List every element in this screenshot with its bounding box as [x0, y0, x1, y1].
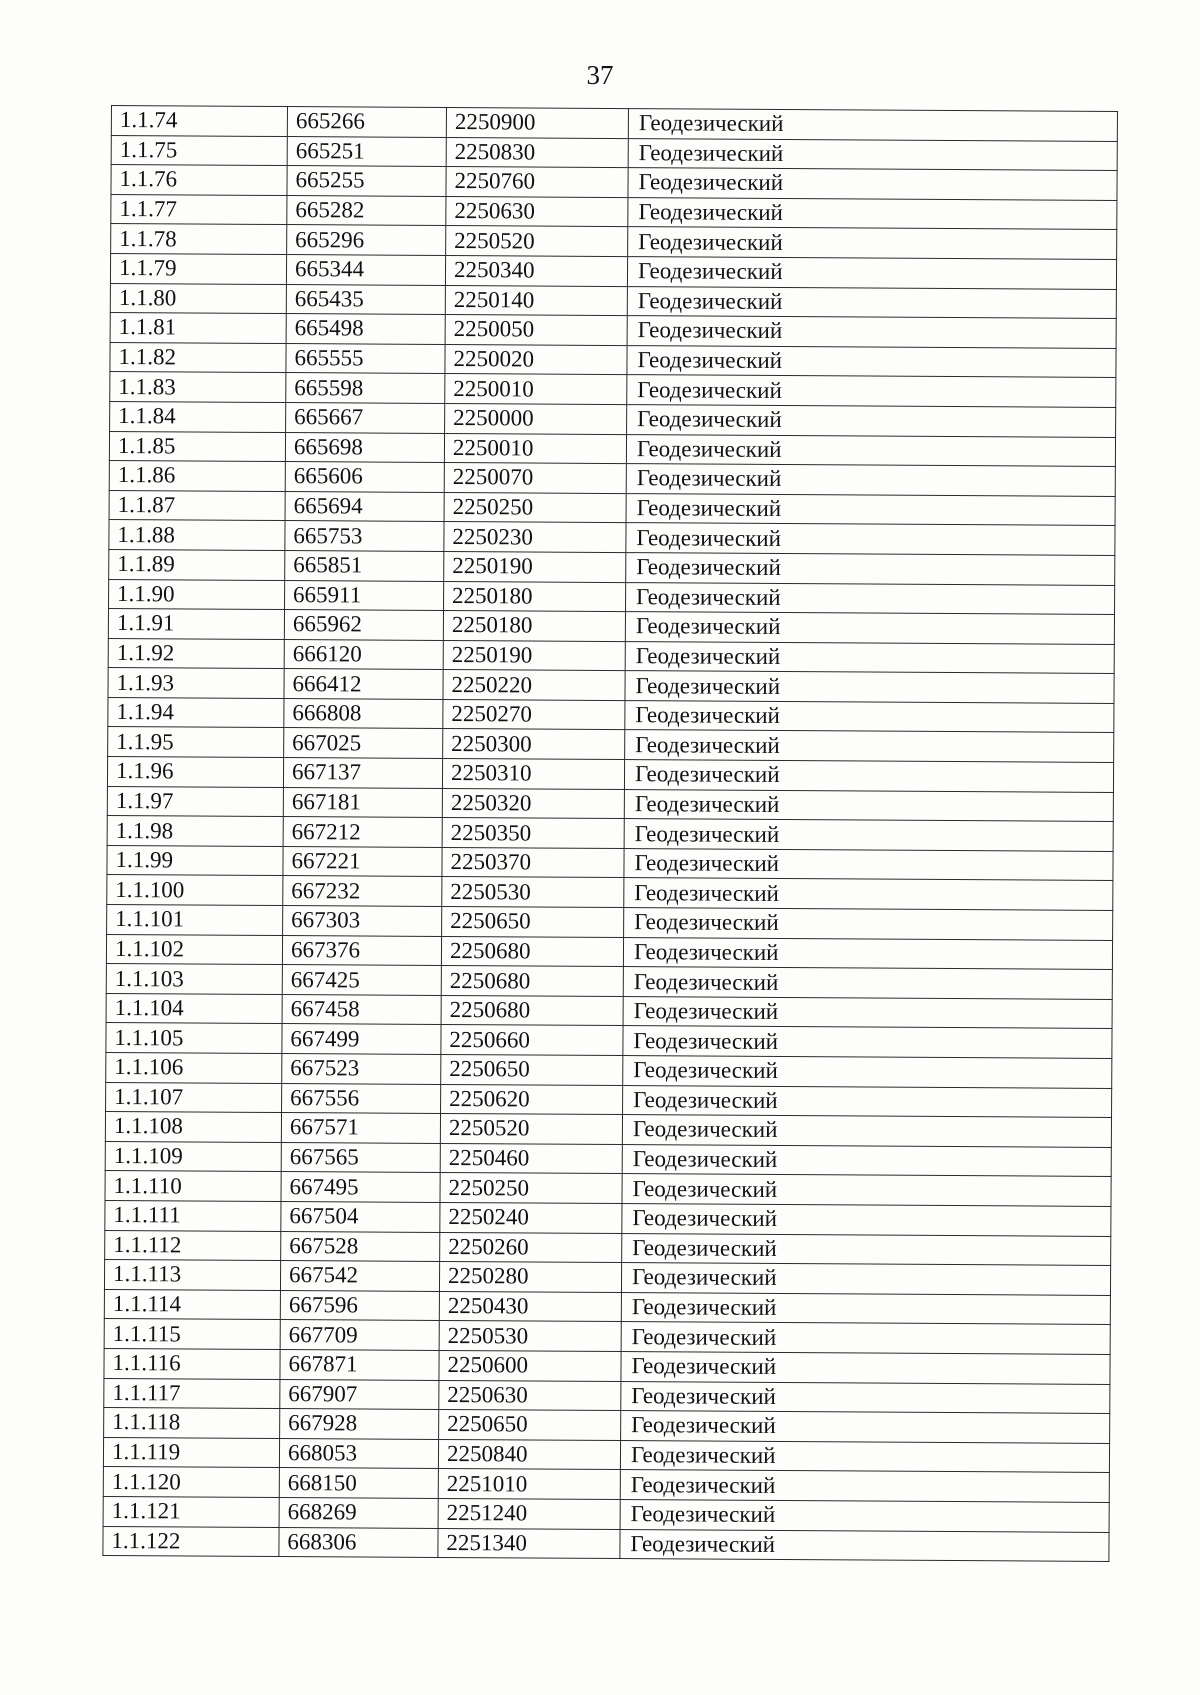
- x-coordinate-cell: 665251: [287, 136, 446, 167]
- x-coordinate-cell: 667232: [283, 876, 442, 907]
- x-coordinate-cell: 666808: [284, 698, 443, 729]
- x-coordinate-cell: 667709: [280, 1320, 439, 1351]
- y-coordinate-cell: 2250530: [439, 1321, 621, 1352]
- table-row: [103, 1526, 1109, 1562]
- method-cell: Геодезический: [627, 286, 1116, 318]
- point-number-cell: 1.1.99: [107, 845, 283, 876]
- y-coordinate-cell: 2250140: [445, 285, 627, 316]
- point-number-cell: 1.1.101: [107, 905, 283, 936]
- x-coordinate-cell: 668269: [279, 1497, 438, 1528]
- y-coordinate-cell: 2250240: [440, 1202, 622, 1233]
- y-coordinate-cell: 2250180: [443, 611, 625, 642]
- point-number-cell: 1.1.102: [106, 934, 282, 965]
- point-number-cell: 1.1.85: [109, 431, 285, 462]
- method-cell: Геодезический: [626, 552, 1115, 584]
- page-number: 37: [586, 60, 614, 90]
- x-coordinate-cell: 667871: [280, 1349, 439, 1380]
- method-cell: Геодезический: [627, 316, 1116, 348]
- point-number-cell: 1.1.104: [106, 993, 282, 1024]
- method-cell: Геодезический: [625, 671, 1114, 703]
- x-coordinate-cell: 665344: [286, 255, 445, 286]
- method-cell: Геодезический: [622, 1144, 1111, 1176]
- x-coordinate-cell: 667556: [282, 1083, 441, 1114]
- point-number-cell: 1.1.117: [104, 1378, 280, 1409]
- method-cell: Геодезический: [627, 375, 1116, 407]
- point-number-cell: 1.1.77: [111, 194, 287, 225]
- y-coordinate-cell: 2250070: [444, 463, 626, 494]
- x-coordinate-cell: 665282: [287, 195, 446, 226]
- y-coordinate-cell: 2250340: [445, 255, 627, 286]
- y-coordinate-cell: 2250600: [439, 1350, 621, 1381]
- point-number-cell: 1.1.84: [110, 401, 286, 432]
- method-cell: Геодезический: [625, 730, 1114, 762]
- x-coordinate-cell: 665911: [285, 580, 444, 611]
- point-number-cell: 1.1.75: [111, 135, 287, 166]
- method-cell: Геодезический: [624, 760, 1113, 792]
- y-coordinate-cell: 2250180: [444, 581, 626, 612]
- y-coordinate-cell: 2250250: [440, 1173, 622, 1204]
- point-number-cell: 1.1.115: [104, 1319, 280, 1350]
- x-coordinate-cell: 667458: [282, 994, 441, 1025]
- method-cell: Геодезический: [624, 848, 1113, 880]
- x-coordinate-cell: 667571: [281, 1113, 440, 1144]
- y-coordinate-cell: 2250000: [445, 403, 627, 434]
- method-cell: Геодезический: [627, 405, 1116, 437]
- point-number-cell: 1.1.87: [109, 490, 285, 521]
- method-cell: Геодезический: [628, 138, 1117, 170]
- y-coordinate-cell: 2250010: [445, 374, 627, 405]
- point-number-cell: 1.1.110: [105, 1171, 281, 1202]
- x-coordinate-cell: 667303: [283, 906, 442, 937]
- point-number-cell: 1.1.86: [109, 461, 285, 492]
- y-coordinate-cell: 2250270: [443, 699, 625, 730]
- x-coordinate-cell: 667212: [283, 817, 442, 848]
- point-number-cell: 1.1.89: [109, 549, 285, 580]
- method-cell: Геодезический: [623, 967, 1112, 999]
- method-cell: Геодезический: [620, 1529, 1109, 1561]
- y-coordinate-cell: 2250050: [445, 315, 627, 346]
- y-coordinate-cell: 2250520: [446, 226, 628, 257]
- method-cell: Геодезический: [623, 1056, 1112, 1088]
- y-coordinate-cell: 2250010: [444, 433, 626, 464]
- y-coordinate-cell: 2250430: [439, 1291, 621, 1322]
- x-coordinate-cell: 667025: [284, 728, 443, 759]
- point-number-cell: 1.1.82: [110, 342, 286, 373]
- x-coordinate-cell: 668150: [279, 1468, 438, 1499]
- point-number-cell: 1.1.93: [108, 668, 284, 699]
- x-coordinate-cell: 665667: [286, 402, 445, 433]
- method-cell: Геодезический: [626, 523, 1115, 555]
- point-number-cell: 1.1.74: [111, 106, 287, 137]
- x-coordinate-cell: 667907: [280, 1379, 439, 1410]
- y-coordinate-cell: 2250310: [442, 759, 624, 790]
- x-coordinate-cell: 668053: [279, 1438, 438, 1469]
- x-coordinate-cell: 667523: [282, 1054, 441, 1085]
- point-number-cell: 1.1.120: [103, 1467, 279, 1498]
- point-number-cell: 1.1.106: [106, 1052, 282, 1083]
- method-cell: Геодезический: [628, 197, 1117, 229]
- method-cell: Геодезический: [621, 1292, 1110, 1324]
- point-number-cell: 1.1.105: [106, 1023, 282, 1054]
- point-number-cell: 1.1.113: [104, 1260, 280, 1291]
- y-coordinate-cell: 2250190: [444, 551, 626, 582]
- method-cell: Геодезический: [626, 582, 1115, 614]
- y-coordinate-cell: 2250650: [442, 907, 624, 938]
- method-cell: Геодезический: [622, 1233, 1111, 1265]
- y-coordinate-cell: 2250530: [442, 877, 624, 908]
- point-number-cell: 1.1.81: [110, 313, 286, 344]
- y-coordinate-cell: 2250760: [446, 167, 628, 198]
- point-number-cell: 1.1.114: [104, 1289, 280, 1320]
- point-number-cell: 1.1.88: [109, 520, 285, 551]
- method-cell: Геодезический: [623, 996, 1112, 1028]
- method-cell: Геодезический: [625, 641, 1114, 673]
- y-coordinate-cell: 2250520: [440, 1114, 622, 1145]
- x-coordinate-cell: 665435: [286, 284, 445, 315]
- method-cell: Геодезический: [627, 257, 1116, 289]
- x-coordinate-cell: 667596: [280, 1290, 439, 1321]
- x-coordinate-cell: 667181: [283, 787, 442, 818]
- x-coordinate-cell: 665598: [286, 373, 445, 404]
- method-cell: Геодезический: [624, 789, 1113, 821]
- point-number-cell: 1.1.94: [108, 697, 284, 728]
- coordinates-table: [102, 105, 1118, 1562]
- y-coordinate-cell: 2250630: [446, 196, 628, 227]
- x-coordinate-cell: 665962: [284, 610, 443, 641]
- method-cell: Геодезический: [620, 1499, 1109, 1531]
- x-coordinate-cell: 665698: [285, 432, 444, 463]
- point-number-cell: 1.1.92: [108, 638, 284, 669]
- point-number-cell: 1.1.118: [104, 1408, 280, 1439]
- point-number-cell: 1.1.76: [111, 165, 287, 196]
- point-number-cell: 1.1.119: [103, 1437, 279, 1468]
- y-coordinate-cell: 2250840: [438, 1439, 620, 1470]
- x-coordinate-cell: 665296: [287, 225, 446, 256]
- method-cell: Геодезический: [626, 434, 1115, 466]
- x-coordinate-cell: 665266: [287, 107, 446, 138]
- point-number-cell: 1.1.95: [108, 727, 284, 758]
- y-coordinate-cell: 2250250: [444, 492, 626, 523]
- x-coordinate-cell: 667565: [281, 1142, 440, 1173]
- point-number-cell: 1.1.116: [104, 1348, 280, 1379]
- point-number-cell: 1.1.107: [106, 1082, 282, 1113]
- y-coordinate-cell: 2250370: [442, 847, 624, 878]
- y-coordinate-cell: 2250680: [441, 995, 623, 1026]
- y-coordinate-cell: 2250280: [439, 1262, 621, 1293]
- method-cell: Геодезический: [623, 1026, 1112, 1058]
- point-number-cell: 1.1.90: [109, 579, 285, 610]
- y-coordinate-cell: 2250830: [446, 137, 628, 168]
- point-number-cell: 1.1.100: [107, 875, 283, 906]
- point-number-cell: 1.1.103: [106, 964, 282, 995]
- x-coordinate-cell: 665851: [285, 550, 444, 581]
- method-cell: Геодезический: [622, 1115, 1111, 1147]
- y-coordinate-cell: 2250650: [441, 1054, 623, 1085]
- x-coordinate-cell: 665555: [286, 343, 445, 374]
- y-coordinate-cell: 2250350: [442, 818, 624, 849]
- x-coordinate-cell: 667928: [280, 1409, 439, 1440]
- method-cell: Геодезический: [620, 1440, 1109, 1472]
- method-cell: Геодезический: [623, 1085, 1112, 1117]
- x-coordinate-cell: 667499: [282, 1024, 441, 1055]
- point-number-cell: 1.1.83: [110, 372, 286, 403]
- method-cell: Геодезический: [628, 109, 1117, 141]
- method-cell: Геодезический: [624, 878, 1113, 910]
- y-coordinate-cell: 2250900: [446, 107, 628, 138]
- x-coordinate-cell: 667495: [281, 1172, 440, 1203]
- x-coordinate-cell: 666120: [284, 639, 443, 670]
- point-number-cell: 1.1.108: [105, 1112, 281, 1143]
- y-coordinate-cell: 2250230: [444, 522, 626, 553]
- x-coordinate-cell: 667425: [282, 965, 441, 996]
- y-coordinate-cell: 2250190: [443, 640, 625, 671]
- point-number-cell: 1.1.96: [107, 757, 283, 788]
- y-coordinate-cell: 2250630: [439, 1380, 621, 1411]
- y-coordinate-cell: 2250680: [441, 966, 623, 997]
- point-number-cell: 1.1.79: [110, 253, 286, 284]
- x-coordinate-cell: 667221: [283, 846, 442, 877]
- method-cell: Геодезический: [621, 1322, 1110, 1354]
- point-number-cell: 1.1.78: [111, 224, 287, 255]
- y-coordinate-cell: 2250650: [439, 1410, 621, 1441]
- method-cell: Геодезический: [621, 1411, 1110, 1443]
- y-coordinate-cell: 2250300: [443, 729, 625, 760]
- method-cell: Геодезический: [621, 1351, 1110, 1383]
- method-cell: Геодезический: [624, 819, 1113, 851]
- method-cell: Геодезический: [622, 1174, 1111, 1206]
- y-coordinate-cell: 2251240: [438, 1498, 620, 1529]
- y-coordinate-cell: 2250320: [442, 788, 624, 819]
- y-coordinate-cell: 2250680: [441, 936, 623, 967]
- method-cell: Геодезический: [621, 1263, 1110, 1295]
- x-coordinate-cell: 665498: [286, 314, 445, 345]
- x-coordinate-cell: 667542: [280, 1261, 439, 1292]
- y-coordinate-cell: 2250660: [441, 1025, 623, 1056]
- point-number-cell: 1.1.80: [110, 283, 286, 314]
- method-cell: Геодезический: [625, 700, 1114, 732]
- point-number-cell: 1.1.112: [105, 1230, 281, 1261]
- point-number-cell: 1.1.98: [107, 816, 283, 847]
- point-number-cell: 1.1.122: [103, 1526, 279, 1557]
- y-coordinate-cell: 2250020: [445, 344, 627, 375]
- method-cell: Геодезический: [625, 612, 1114, 644]
- method-cell: Геодезический: [628, 168, 1117, 200]
- point-number-cell: 1.1.121: [103, 1496, 279, 1527]
- x-coordinate-cell: 665606: [285, 462, 444, 493]
- x-coordinate-cell: 665694: [285, 491, 444, 522]
- method-cell: Геодезический: [626, 493, 1115, 525]
- method-cell: Геодезический: [620, 1470, 1109, 1502]
- x-coordinate-cell: 667376: [282, 935, 441, 966]
- x-coordinate-cell: 665255: [287, 166, 446, 197]
- method-cell: Геодезический: [626, 464, 1115, 496]
- x-coordinate-cell: 667137: [283, 758, 442, 789]
- point-number-cell: 1.1.97: [107, 786, 283, 817]
- x-coordinate-cell: 667528: [281, 1231, 440, 1262]
- y-coordinate-cell: 2250260: [440, 1232, 622, 1263]
- point-number-cell: 1.1.91: [108, 609, 284, 640]
- method-cell: Геодезический: [627, 345, 1116, 377]
- method-cell: Геодезический: [622, 1204, 1111, 1236]
- y-coordinate-cell: 2251340: [438, 1528, 620, 1559]
- method-cell: Геодезический: [624, 908, 1113, 940]
- method-cell: Геодезический: [623, 937, 1112, 969]
- x-coordinate-cell: 667504: [281, 1201, 440, 1232]
- coordinates-table-body: [103, 106, 1118, 1562]
- point-number-cell: 1.1.111: [105, 1200, 281, 1231]
- x-coordinate-cell: 666412: [284, 669, 443, 700]
- point-number-cell: 1.1.109: [105, 1141, 281, 1172]
- method-cell: Геодезический: [621, 1381, 1110, 1413]
- y-coordinate-cell: 2251010: [438, 1469, 620, 1500]
- y-coordinate-cell: 2250220: [443, 670, 625, 701]
- x-coordinate-cell: 665753: [285, 521, 444, 552]
- method-cell: Геодезический: [628, 227, 1117, 259]
- x-coordinate-cell: 668306: [279, 1527, 438, 1558]
- y-coordinate-cell: 2250620: [441, 1084, 623, 1115]
- y-coordinate-cell: 2250460: [440, 1143, 622, 1174]
